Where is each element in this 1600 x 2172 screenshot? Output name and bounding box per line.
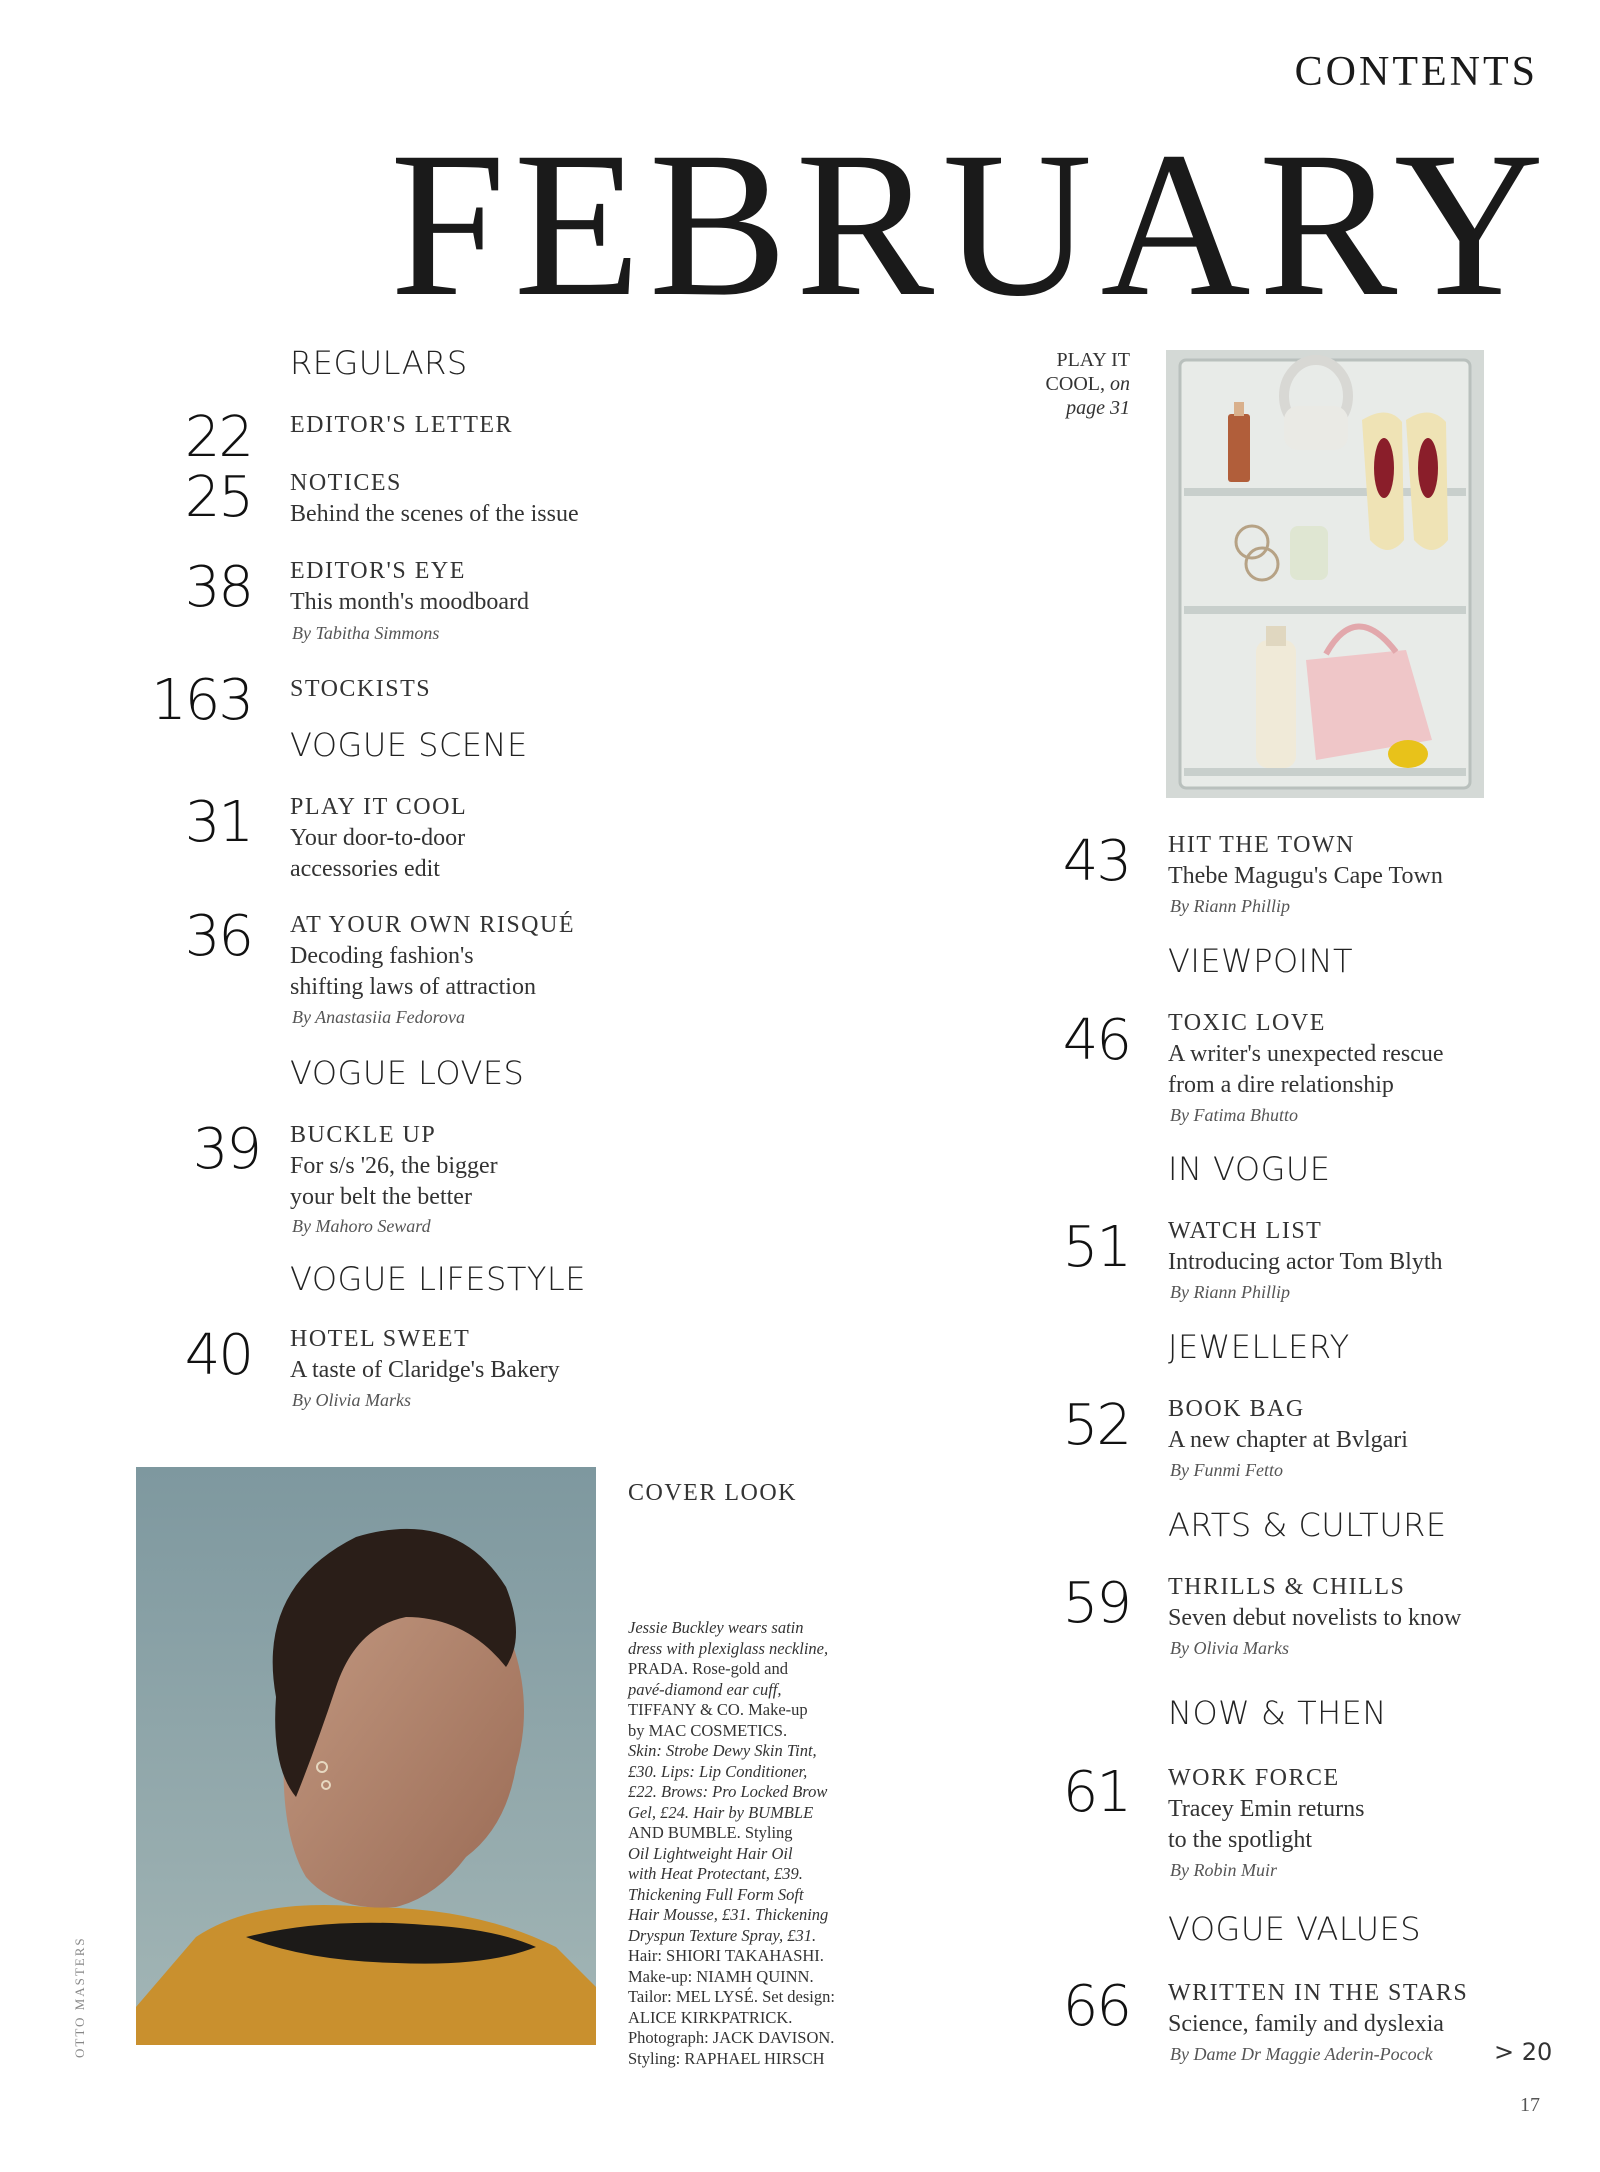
entry-byline: By Olivia Marks bbox=[292, 1390, 411, 1410]
credit-line: Oil Lightweight Hair Oil bbox=[628, 1843, 793, 1863]
entry-description: to the spotlight bbox=[1168, 1827, 1312, 1853]
credit-line: AND BUMBLE. Styling bbox=[628, 1823, 793, 1842]
continue-link[interactable]: > 20 bbox=[1494, 2038, 1553, 2066]
entry-description: Introducing actor Tom Blyth bbox=[1168, 1249, 1443, 1275]
month-title: FEBRUARY bbox=[390, 109, 1553, 339]
credit-line: ALICE KIRKPATRICK. bbox=[628, 2007, 793, 2027]
credit-line: Jessie Buckley wears satin bbox=[628, 1618, 804, 1637]
page-number: 39 bbox=[192, 1117, 260, 1182]
entry-description: shifting laws of attraction bbox=[290, 974, 536, 1000]
page-number: 51 bbox=[1062, 1215, 1130, 1280]
entry-description: Tracey Emin returns bbox=[1168, 1796, 1365, 1822]
caption-line: page 31 bbox=[1066, 397, 1130, 419]
credit-line: Skin: Strobe Dewy Skin Tint, bbox=[628, 1741, 817, 1760]
entry-title: NOTICES bbox=[290, 470, 402, 496]
credit-line: PRADA. Rose-gold and bbox=[628, 1659, 788, 1678]
photo-credit: OTTO MASTERS bbox=[72, 1936, 87, 2058]
entry-byline: By Anastasiia Fedorova bbox=[292, 1007, 465, 1027]
entry-title: EDITOR'S EYE bbox=[290, 558, 466, 584]
caption-line bbox=[1000, 372, 1130, 396]
entry-title: TOXIC LOVE bbox=[1168, 1010, 1326, 1036]
entry-title: PLAY IT COOL bbox=[290, 794, 468, 820]
credit-line: Gel, £24. Hair by BUMBLE bbox=[628, 1802, 814, 1822]
entry-title: BUCKLE UP bbox=[290, 1122, 437, 1148]
entry-title: WORK FORCE bbox=[1168, 1765, 1340, 1791]
section-vogue-scene: VOGUE SCENE bbox=[290, 726, 528, 764]
section-regulars: REGULARS bbox=[290, 344, 468, 382]
credit-line: Thickening Full Form Soft bbox=[628, 1884, 804, 1904]
page-number: 59 bbox=[1062, 1571, 1130, 1636]
section-viewpoint: VIEWPOINT bbox=[1168, 942, 1354, 980]
credit-line: Dryspun Texture Spray, £31. bbox=[628, 1925, 817, 1945]
cover-credits bbox=[628, 1618, 878, 2069]
entry-byline: By Tabitha Simmons bbox=[292, 623, 440, 643]
entry-description: your belt the better bbox=[290, 1184, 472, 1210]
credit-line: dress with plexiglass neckline, bbox=[628, 1638, 829, 1658]
entry-description: A taste of Claridge's Bakery bbox=[290, 1357, 560, 1383]
entry-title: WATCH LIST bbox=[1168, 1218, 1323, 1244]
entry-title: EDITOR'S LETTER bbox=[290, 412, 514, 438]
page-number: 61 bbox=[1062, 1760, 1130, 1825]
page-number: 66 bbox=[1062, 1974, 1130, 2039]
entry-description: Your door-to-door bbox=[290, 825, 466, 851]
credit-line: by MAC COSMETICS. bbox=[628, 1720, 788, 1740]
section-vogue-values: VOGUE VALUES bbox=[1168, 1910, 1422, 1948]
page-folio: 17 bbox=[1520, 2094, 1540, 2116]
entry-description: Decoding fashion's bbox=[290, 943, 474, 969]
credit-line: pavé-diamond ear cuff, bbox=[628, 1679, 782, 1699]
credit-line: with Heat Protectant, £39. bbox=[628, 1864, 803, 1883]
credit-line: £22. Brows: Pro Locked Brow bbox=[628, 1782, 828, 1801]
page-number: 22 bbox=[184, 405, 252, 470]
page-number: 43 bbox=[1062, 829, 1130, 894]
entry-byline: By Riann Phillip bbox=[1170, 1282, 1290, 1302]
credit-line: £30. Lips: Lip Conditioner, bbox=[628, 1761, 808, 1781]
fridge-photo bbox=[1166, 350, 1484, 798]
page-number: 25 bbox=[184, 465, 252, 530]
credit-line: Tailor: MEL LYSÉ. Set design: bbox=[628, 1987, 835, 2006]
credit-line: Hair Mousse, £31. Thickening bbox=[628, 1905, 829, 1924]
entry-byline: By Fatima Bhutto bbox=[1170, 1105, 1298, 1125]
page-number: 36 bbox=[184, 904, 252, 969]
entry-title: THRILLS & CHILLS bbox=[1168, 1574, 1406, 1600]
section-vogue-lifestyle: VOGUE LIFESTYLE bbox=[290, 1260, 586, 1298]
page-number: 52 bbox=[1062, 1393, 1130, 1458]
entry-byline: By Olivia Marks bbox=[1170, 1638, 1289, 1658]
caption-line: PLAY IT bbox=[1056, 349, 1130, 371]
page-number: 31 bbox=[184, 790, 252, 855]
page-number: 163 bbox=[151, 668, 252, 733]
section-now-then: NOW & THEN bbox=[1168, 1694, 1387, 1732]
entry-title: HIT THE TOWN bbox=[1168, 832, 1355, 858]
credit-line: Photograph: JACK DAVISON. bbox=[628, 2028, 835, 2047]
section-jewellery: JEWELLERY bbox=[1168, 1328, 1350, 1366]
entry-title: WRITTEN IN THE STARS bbox=[1168, 1980, 1469, 2006]
entry-byline: By Riann Phillip bbox=[1170, 896, 1290, 916]
entry-description: A writer's unexpected rescue bbox=[1168, 1041, 1444, 1067]
page-number: 40 bbox=[184, 1323, 252, 1388]
credit-line: Make-up: NIAMH QUINN. bbox=[628, 1966, 814, 1986]
entry-title: STOCKISTS bbox=[290, 676, 432, 702]
cover-photo bbox=[136, 1467, 596, 2045]
credit-line: TIFFANY & CO. Make-up bbox=[628, 1700, 808, 1719]
page-number: 46 bbox=[1062, 1008, 1130, 1073]
credit-line: Styling: RAPHAEL HIRSCH bbox=[628, 2048, 825, 2068]
entry-description: A new chapter at Bvlgari bbox=[1168, 1427, 1408, 1453]
entry-description: accessories edit bbox=[290, 856, 440, 882]
credit-line: Hair: SHIORI TAKAHASHI. bbox=[628, 1946, 824, 1965]
entry-title: AT YOUR OWN RISQUÉ bbox=[290, 912, 575, 938]
entry-byline: By Robin Muir bbox=[1170, 1860, 1277, 1880]
entry-description: For s/s '26, the bigger bbox=[290, 1153, 498, 1179]
section-vogue-loves: VOGUE LOVES bbox=[290, 1054, 525, 1092]
entry-description: Science, family and dyslexia bbox=[1168, 2011, 1444, 2037]
entry-byline: By Mahoro Seward bbox=[292, 1216, 431, 1236]
section-in-vogue: IN VOGUE bbox=[1168, 1150, 1331, 1188]
entry-title: BOOK BAG bbox=[1168, 1396, 1305, 1422]
entry-byline: By Funmi Fetto bbox=[1170, 1460, 1283, 1480]
play-it-cool-caption bbox=[1000, 348, 1130, 420]
page-number: 38 bbox=[184, 555, 252, 620]
caption-text: COOL, bbox=[1045, 373, 1105, 395]
entry-description: Thebe Magugu's Cape Town bbox=[1168, 863, 1443, 889]
entry-description: Seven debut novelists to know bbox=[1168, 1605, 1462, 1631]
cover-look-label: COVER LOOK bbox=[628, 1480, 797, 1506]
entry-description: Behind the scenes of the issue bbox=[290, 501, 579, 527]
entry-description: This month's moodboard bbox=[290, 589, 529, 615]
entry-description: from a dire relationship bbox=[1168, 1072, 1394, 1098]
caption-text: on bbox=[1110, 373, 1130, 395]
entry-byline: By Dame Dr Maggie Aderin-Pocock bbox=[1170, 2044, 1433, 2064]
contents-label: CONTENTS bbox=[1294, 49, 1538, 95]
section-arts-culture: ARTS & CULTURE bbox=[1168, 1506, 1447, 1544]
entry-title: HOTEL SWEET bbox=[290, 1326, 471, 1352]
